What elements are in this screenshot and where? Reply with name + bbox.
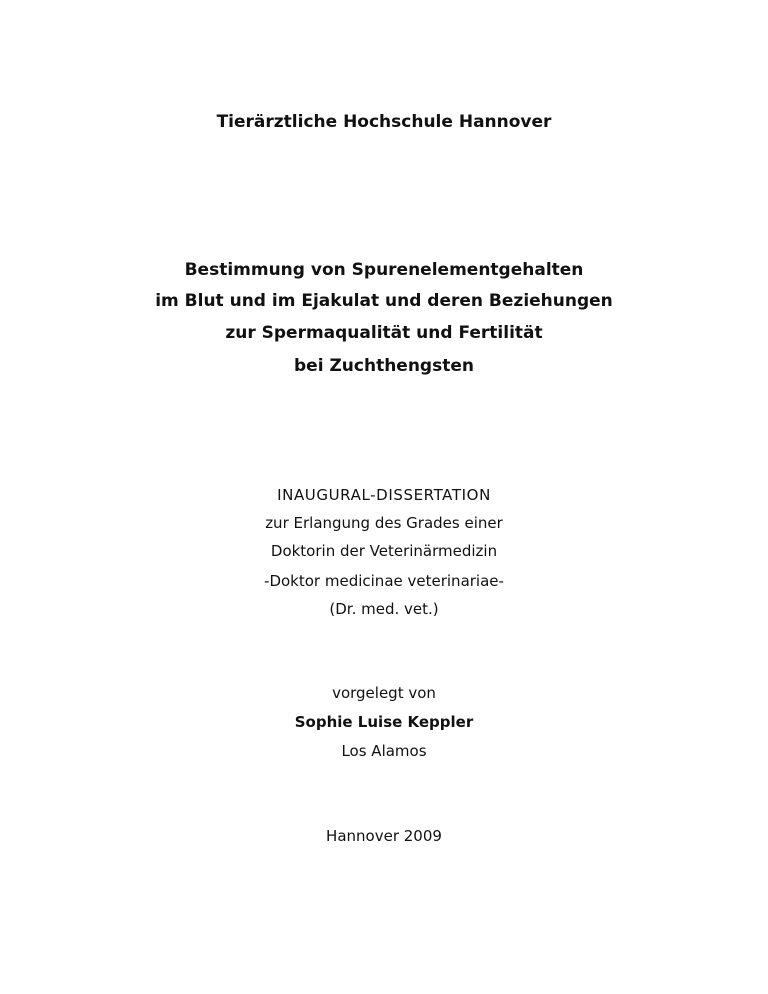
author-name: Sophie Luise Keppler	[294, 713, 474, 731]
institution-name: Tierärztliche Hochschule Hannover	[216, 112, 552, 132]
dissertation-purpose: zur Erlangung des Grades einer	[265, 514, 503, 532]
title-line-2: im Blut und im Ejakulat und deren Beziehungen	[155, 291, 613, 311]
degree-abbreviation: (Dr. med. vet.)	[329, 600, 439, 618]
place-and-year: Hannover 2009	[326, 827, 442, 845]
author-birthplace: Los Alamos	[341, 742, 427, 760]
degree-german: Doktorin der Veterinärmedizin	[270, 542, 498, 560]
degree-latin: -Doktor medicinae veterinariae-	[264, 572, 504, 590]
title-line-3: zur Spermaqualität und Fertilität	[225, 323, 543, 343]
title-line-4: bei Zuchthengsten	[294, 356, 474, 376]
dissertation-type: INAUGURAL-DISSERTATION	[277, 486, 491, 504]
submitted-by-label: vorgelegt von	[332, 684, 436, 702]
title-line-1: Bestimmung von Spurenelementgehalten	[184, 260, 584, 280]
